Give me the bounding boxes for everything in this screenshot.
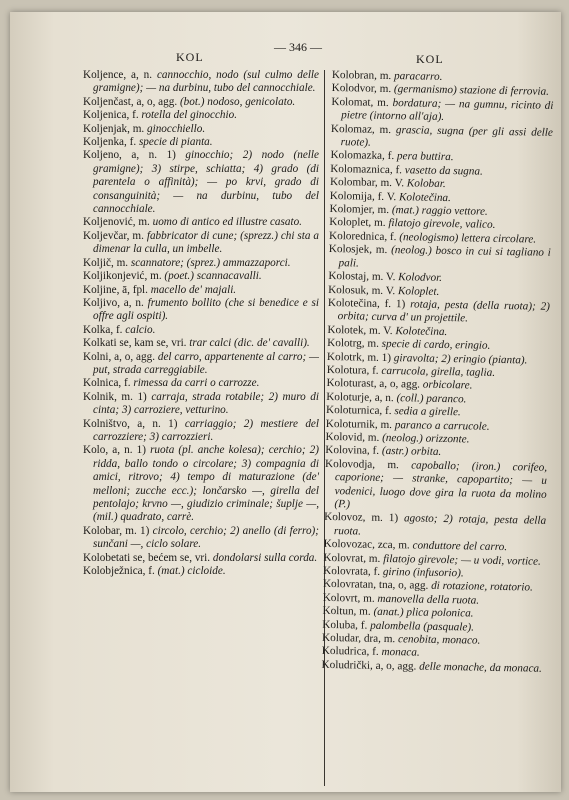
translation: orbicolare. xyxy=(419,378,473,392)
grammar-note: , m. xyxy=(374,418,393,431)
dictionary-entry xyxy=(83,337,319,350)
grammar-note: , kam se, vri. xyxy=(128,337,187,350)
headword: Kolomaznica xyxy=(330,162,391,176)
grammar-note: , m. xyxy=(363,552,381,565)
grammar-note: , f. xyxy=(366,364,379,377)
translation: paracarro. xyxy=(391,70,443,83)
grammar-note: , a, n. 1) xyxy=(105,444,146,457)
grammar-note: , m. xyxy=(368,217,386,230)
translation: (mat.) cicloide. xyxy=(154,565,226,578)
headword: Kolostaj xyxy=(328,270,367,283)
grammar-note: , a, n. xyxy=(117,296,144,309)
headword: Kolobetati se xyxy=(83,551,143,564)
grammar-note: , m. V. xyxy=(365,284,396,297)
translation: ginocchiello. xyxy=(144,122,206,135)
translation: Koloplet. xyxy=(395,284,440,298)
grammar-note: , dra, m. xyxy=(358,632,396,646)
grammar-note: , m. xyxy=(373,83,392,96)
page-header xyxy=(10,20,561,66)
right-guide-word: KOL xyxy=(416,52,444,66)
grammar-note: , a, o, agg. xyxy=(108,350,155,363)
grammar-note: , m. xyxy=(110,256,129,269)
headword: Kolotrk xyxy=(326,350,362,364)
dictionary-entry xyxy=(331,123,553,154)
dictionary-entry xyxy=(83,230,319,257)
translation: ginocchio; 2) nodo (nelle gramigne); 3) stirpe, schiatta; 4) grado (di parentela o affinità); — po krvi, grado di consanguinità; — na durbinu, tubo del cannocchiale. xyxy=(93,149,319,216)
translation: cannocchio, nodo (sul culmo delle gramigne); — na durbinu, tubo del cannocchiale. xyxy=(93,69,319,95)
translation: monaca. xyxy=(378,646,420,660)
grammar-note: , m. xyxy=(372,458,400,472)
grammar-note: , f. V. xyxy=(371,190,397,203)
headword: Kolosjek xyxy=(328,243,370,256)
grammar-note: , f. xyxy=(110,323,123,336)
page-number: — 346 — xyxy=(274,40,322,54)
grammar-note: , a, o, agg. xyxy=(373,378,421,391)
headword: Koljine xyxy=(83,283,117,296)
grammar-note: , f. xyxy=(381,150,395,163)
headword: Kolobran xyxy=(331,69,375,82)
dictionary-entry xyxy=(83,377,319,390)
grammar-note: , a, n. xyxy=(123,69,153,81)
translation: (mat.) raggio vettore. xyxy=(388,204,488,218)
grammar-note: , f. xyxy=(379,405,392,418)
grammar-note: , a, n. xyxy=(369,391,394,404)
headword: Kolovina xyxy=(325,444,368,458)
grammar-note: , m. xyxy=(371,123,392,136)
grammar-note: , f. xyxy=(124,136,137,149)
translation: ruota (pl. anche kolesa); cerchio; 2) ridda, ballo tondo o circolare; 3) compagnia di amici, ritrovo; 4) tempo di maturazione (de' melloni; zucche ecc.); lončarsko —, girella del pentolajo; krvno —, giudizio criminale; šuplje —, (mil.) quadrato, carrè. xyxy=(93,444,319,524)
headword: Kolomazka xyxy=(330,149,383,163)
headword: Kolnik xyxy=(83,390,115,403)
dictionary-entry xyxy=(83,123,319,136)
dictionary-entry xyxy=(83,270,319,283)
translation: bordatura; — na gumnu, ricinto di pietre (intorno all'aja). xyxy=(341,96,554,124)
translation: (neolog.) orizzonte. xyxy=(379,431,470,446)
grammar-note: , f. xyxy=(389,163,403,177)
dictionary-entry xyxy=(328,243,550,274)
translation: paranco a carrucole. xyxy=(391,418,490,433)
headword: Koljivo xyxy=(83,296,118,309)
grammar-note: , m. xyxy=(370,96,389,109)
headword: Kolosuk xyxy=(328,283,367,297)
translation: girino (infusorio). xyxy=(379,565,464,580)
grammar-note: , m. 1) xyxy=(361,351,392,364)
headword: Kolomjer xyxy=(329,203,373,216)
headword: Koljenović xyxy=(83,216,133,229)
grammar-note: , m. xyxy=(362,431,380,444)
headword: Kolnica xyxy=(83,377,119,390)
grammar-note: , m. xyxy=(132,216,150,229)
grammar-note: , f. 1) xyxy=(376,297,406,311)
headword: Koljenka xyxy=(83,136,125,149)
headword: Kolka xyxy=(83,323,111,336)
dictionary-entry xyxy=(83,565,319,578)
headword: Koloturje xyxy=(326,390,370,404)
translation: rimessa da carri o carrozze. xyxy=(130,377,260,390)
headword: Kolništvo xyxy=(83,417,128,430)
dictionary-entry xyxy=(83,109,319,122)
dictionary-entry xyxy=(83,257,319,270)
translation: capoballo; (iron.) corifeo, caporione; — stranke, capopartito; — u vodenici, luogo dove gira la ruota da molino (P.) xyxy=(334,459,548,511)
headword: Kolomija xyxy=(329,189,373,203)
translation: (anat.) plica polonica. xyxy=(370,606,474,620)
grammar-note: , m. 1) xyxy=(114,390,147,403)
headword: Koltun xyxy=(322,605,354,618)
headword: Kolotura xyxy=(326,363,367,377)
headword: Koljenjak xyxy=(83,122,128,135)
headword: Kolovrt xyxy=(322,591,358,605)
headword: Koloturnik xyxy=(325,417,376,431)
headword: Koloturast xyxy=(326,377,374,391)
grammar-note: , a, o, agg. xyxy=(130,95,178,108)
headword: Kolovodja xyxy=(325,457,373,471)
headword: Kolo xyxy=(83,444,106,457)
dictionary-entry xyxy=(83,444,319,524)
grammar-note: , m. 1) xyxy=(362,512,399,525)
dictionary-entry xyxy=(83,351,319,378)
translation: rotella del ginocchio. xyxy=(138,109,238,122)
grammar-note: , m. xyxy=(357,592,375,605)
headword: Kolobježnica xyxy=(83,565,143,578)
dictionary-entry xyxy=(331,96,553,127)
headword: Koludrički xyxy=(321,658,371,672)
grammar-note: , m. V. xyxy=(374,177,405,190)
translation: (bot.) nodoso, genicolato. xyxy=(177,95,296,108)
headword: Kolkati se xyxy=(83,337,129,350)
dictionary-entry xyxy=(83,297,319,324)
translation: grascia, sugna (per gli assi delle ruote). xyxy=(340,123,554,149)
translation: Kolotečina. xyxy=(396,190,451,204)
headword: Koljeno xyxy=(83,149,120,162)
grammar-note: , m. V. xyxy=(363,324,393,337)
dictionary-entry xyxy=(328,297,550,328)
dictionary-entry xyxy=(83,324,319,337)
grammar-note: , a, n. 1) xyxy=(119,149,176,162)
grammar-note: , f. xyxy=(118,377,131,390)
translation: (astr.) orbita. xyxy=(378,445,442,459)
headword: Koljenčast xyxy=(83,95,131,108)
dictionary-entry xyxy=(83,149,319,216)
translation: vasetto da sugna. xyxy=(401,164,483,178)
headword: Kolotek xyxy=(327,323,364,337)
grammar-note: , a, n. 1) xyxy=(127,417,178,430)
translation: (poet.) scannacavalli. xyxy=(161,270,262,283)
headword: Kolovid xyxy=(325,430,363,444)
headword: Kolni xyxy=(83,350,109,363)
grammar-note: , zca, m. xyxy=(372,538,410,552)
grammar-note: , m. xyxy=(371,203,390,217)
dictionary-entry xyxy=(83,525,319,552)
translation: trar calci (dic. de' cavalli). xyxy=(186,337,310,350)
grammar-note: , m. xyxy=(369,243,388,257)
dictionary-entry xyxy=(83,284,319,297)
grammar-note: , m. xyxy=(126,229,144,242)
translation: scannatore; (sprez.) ammazzaporci. xyxy=(128,256,291,269)
dictionary-entry xyxy=(83,136,319,149)
headword: Koluba xyxy=(322,618,356,632)
translation: di rotazione, rotatorio. xyxy=(428,580,533,595)
grammar-note: , f. xyxy=(367,565,381,578)
translation: manovella della ruota. xyxy=(374,592,480,607)
translation: uomo di antico ed illustre casato. xyxy=(149,216,302,229)
grammar-note: , m. 1) xyxy=(119,524,150,537)
headword: Kolobar xyxy=(83,524,120,537)
headword: Kolovrat xyxy=(323,551,364,565)
headword: Kolomat xyxy=(331,95,371,109)
headword: Kolovratan xyxy=(322,578,374,592)
translation: carriaggio; 2) mestiere del carrozziere; 3) carrozzieri. xyxy=(93,417,319,443)
dictionary-entry xyxy=(83,69,319,96)
right-column xyxy=(321,69,553,676)
translation: conduttore del carro. xyxy=(409,539,508,554)
headword: Kolovoz xyxy=(324,511,363,525)
dictionary-entry xyxy=(83,552,319,565)
headword: Kolorednica xyxy=(328,229,385,243)
dictionary-entry xyxy=(321,659,543,676)
translation: delle monache, da monaca. xyxy=(416,660,542,675)
grammar-note: , tna, o, agg. xyxy=(373,579,429,593)
headword: Kolomaz xyxy=(330,122,373,136)
translation: macello de' majali. xyxy=(147,283,237,296)
grammar-note: , f. xyxy=(142,565,155,578)
translation: circolo, cerchio; 2) anello (di ferro); sunčani —, ciclo solare. xyxy=(93,524,320,551)
translation: specie di cardo, eringio. xyxy=(378,337,491,352)
grammar-note: , m. xyxy=(361,337,380,350)
dictionary-entry xyxy=(83,96,319,109)
translation: frumento bollito (che si benedice e si offre agli ospiti). xyxy=(93,296,319,323)
translation: Kolobar. xyxy=(403,177,446,191)
headword: Koljikonjević xyxy=(83,270,145,283)
dictionary-entry xyxy=(83,418,319,445)
dictionary-page xyxy=(10,12,561,792)
grammar-note: , f. xyxy=(384,230,397,244)
grammar-note: , m. xyxy=(127,122,145,135)
translation: cenobita, monaco. xyxy=(395,633,481,647)
translation: Kolotečina. xyxy=(392,324,448,338)
grammar-note: , ā, fpl. xyxy=(116,283,148,296)
translation: palombella (pasquale). xyxy=(367,619,475,634)
headword: Koljevčar xyxy=(83,229,127,242)
translation: carrucola, girella, taglia. xyxy=(378,364,496,379)
headword: Koludar xyxy=(321,631,359,645)
headword: Koljenica xyxy=(83,109,127,122)
translation: specie di pianta. xyxy=(136,136,213,149)
headword: Koludrica xyxy=(321,645,367,659)
grammar-note: , m. V. xyxy=(366,270,396,284)
headword: Kolovrata xyxy=(323,564,369,578)
translation: filatojo girevole, valico. xyxy=(385,217,496,232)
translation: (germanismo) stazione di ferrovia. xyxy=(391,83,550,99)
translation: rotaja, pesta (della ruota); 2) orbita; curva d' un projettile. xyxy=(337,298,550,325)
headword: Kolombar xyxy=(329,176,376,190)
translation: sedia a girelle. xyxy=(391,405,461,419)
left-column xyxy=(83,69,319,578)
dictionary-entry xyxy=(83,391,319,418)
grammar-note: , a, o, agg. xyxy=(369,659,417,673)
grammar-note: , m. xyxy=(374,69,392,83)
translation: carraja, strada rotabile; 2) muro di cinta; 3) carroziere, vetturino. xyxy=(93,390,319,417)
grammar-note: , m. xyxy=(144,270,162,283)
headword: Kolovozac xyxy=(323,538,373,551)
translation: (neolog.) bosco in cui si tagliano i pali. xyxy=(338,244,551,270)
headword: Kolotrg xyxy=(327,337,362,350)
headword: Kolodvor xyxy=(331,82,375,96)
translation: del carro, appartenente al carro; — put, strada carreggiabile. xyxy=(93,350,319,376)
translation: filatojo girevole; — u vodi, vortice. xyxy=(380,552,541,568)
headword: Kolotečina xyxy=(327,296,378,310)
headword: Koloturnica xyxy=(325,404,380,418)
translation: calcio. xyxy=(122,323,156,336)
translation: (neologismo) lettera circolare. xyxy=(396,231,537,246)
translation: fabbricator di cune; (sprezz.) chi sta a dimenar la culla, un imbelle. xyxy=(93,229,320,256)
translation: giravolta; 2) eringio (pianta). xyxy=(390,351,528,366)
dictionary-entry xyxy=(83,216,319,229)
left-guide-word: KOL xyxy=(176,50,204,64)
translation: dondolarsi sulla corda. xyxy=(210,551,318,564)
grammar-note: , f. xyxy=(366,646,379,659)
headword: Koljič xyxy=(83,256,111,269)
headword: Koljence xyxy=(83,69,124,81)
grammar-note: , f. xyxy=(126,109,139,122)
dictionary-entry xyxy=(324,458,547,515)
grammar-note: , f. xyxy=(355,619,368,632)
grammar-note: , f. xyxy=(366,445,380,458)
translation: pera buttira. xyxy=(394,150,454,164)
dictionary-entry xyxy=(324,511,546,542)
grammar-note: , bećem se, vri. xyxy=(142,551,211,564)
translation: agosto; 2) rotaja, pesta della ruota. xyxy=(333,512,547,538)
translation: Kolodvor. xyxy=(395,271,443,285)
headword: Koloplet xyxy=(329,216,369,230)
translation: (coll.) paranco. xyxy=(393,391,467,406)
grammar-note: , m. xyxy=(353,605,371,619)
